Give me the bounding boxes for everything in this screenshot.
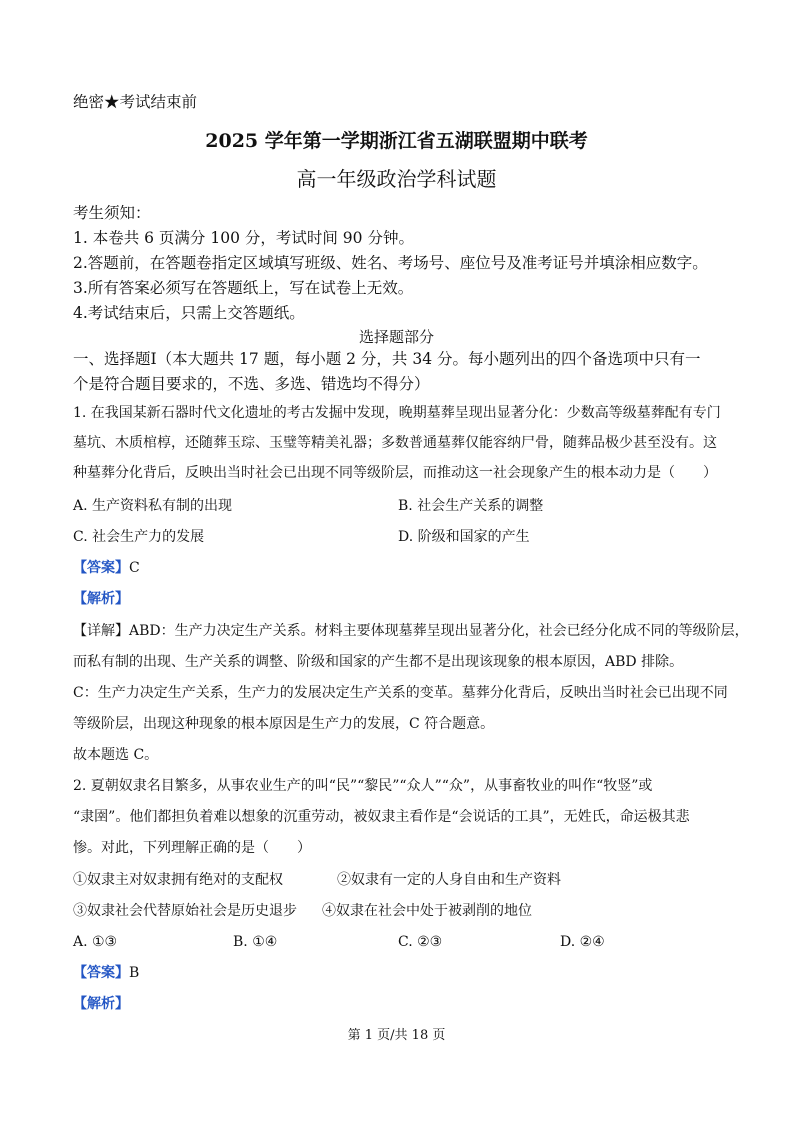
q1-detail-1: [73, 621, 749, 641]
secret-label: 绝密★考试结束前: [73, 93, 198, 111]
section-instruction-1: 一、选择题Ⅰ（本大题共 17 题，每小题 2 分，共 34 分。每小题列出的四个备选项中只有一: [73, 350, 701, 368]
detail-tag: 【详解】: [73, 623, 129, 639]
section-title: 选择题部分: [358, 328, 434, 346]
page-footer: 第 1 页/共 18 页: [347, 1028, 446, 1043]
q2-statement-3: ③奴隶社会代替原始社会是历史退步: [73, 903, 297, 919]
q2-option-a: A. ①③: [73, 934, 118, 950]
notice-item-4: 4.考试结束后，只需上交答题纸。: [73, 304, 305, 322]
section-instruction-2: 个是符合题目要求的，不选、多选、错选均不得分）: [73, 375, 430, 393]
exam-title: 2025 学年第一学期浙江省五湖联盟期中联考: [205, 130, 588, 152]
notice-item-3: 3.所有答案必须写在答题纸上，写在试卷上无效。: [73, 279, 414, 297]
q2-option-c: C. ②③: [398, 934, 443, 950]
q2-statement-4: ④奴隶在社会中处于被剥削的地位: [322, 903, 532, 919]
q1-stem-1: 1. 在我国某新石器时代文化遗址的考古发掘中发现，晚期墓葬呈现出显著分化：少数高等级墓葬配有专门: [73, 405, 721, 421]
q2-answer: [73, 963, 139, 983]
q2-statement-1: ①奴隶主对奴隶拥有绝对的支配权: [73, 872, 283, 888]
q1-detail-2: 而私有制的出现、生产关系的调整、阶级和国家的产生都不是出现该现象的根本原因，ABD 排除。: [73, 654, 684, 670]
answer-tag: 【答案】: [73, 965, 129, 981]
q1-option-d: D. 阶级和国家的产生: [398, 529, 530, 545]
q1-detail-3: C：生产力决定生产关系，生产力的发展决定生产关系的变革。墓葬分化背后，反映出当时社会已出现不同: [73, 685, 728, 701]
q1-detail-4: 等级阶层，出现这种现象的根本原因是生产力的发展，C 符合题意。: [73, 716, 495, 732]
exam-subtitle: 高一年级政治学科试题: [296, 167, 497, 191]
q2-answer-value: B: [129, 965, 140, 981]
q1-answer: [73, 558, 140, 578]
notice-item-2: 2.答题前，在答题卷指定区域填写班级、姓名、考场号、座位号及准考证号并填涂相应数字。: [73, 254, 708, 272]
q1-stem-3: 种墓葬分化背后，反映出当时社会已出现不同等级阶层，而推动这一社会现象产生的根本动力是（ ）: [73, 465, 717, 481]
q2-statement-2: ②奴隶有一定的人身自由和生产资料: [337, 872, 561, 888]
notice-heading: 考生须知：: [73, 204, 151, 222]
q1-option-a: A. 生产资料私有制的出现: [73, 498, 233, 514]
answer-tag: 【答案】: [73, 560, 129, 576]
q2-option-b: B. ①④: [233, 934, 278, 950]
analysis-tag: 【解析】: [73, 996, 129, 1012]
q2-stem-3: 惨。对此，下列理解正确的是（ ）: [73, 840, 311, 856]
q1-option-c: C. 社会生产力的发展: [73, 529, 205, 545]
q2-stem-2: “隶圉”。他们都担负着难以想象的沉重劳动，被奴隶主看作是“会说话的工具”，无姓氏，命运极其悲: [73, 809, 690, 825]
q2-analysis: [73, 994, 129, 1014]
q1-answer-value: C: [129, 560, 140, 576]
q2-option-d: D. ②④: [560, 934, 605, 950]
q1-detail-text: ABD：生产力决定生产关系。材料主要体现墓葬呈现出显著分化，社会已经分化成不同的等级阶层，: [129, 623, 749, 639]
q2-stem-1: 2. 夏朝奴隶名目繁多，从事农业生产的叫“民”“黎民”“众人”“众”，从事畜牧业的叫作“牧竖”或: [73, 778, 653, 794]
q1-detail-5: 故本题选 C。: [73, 747, 159, 763]
analysis-tag: 【解析】: [73, 591, 129, 607]
notice-item-1: 1. 本卷共 6 页满分 100 分，考试时间 90 分钟。: [73, 229, 414, 247]
q1-analysis: [73, 589, 129, 609]
q1-option-b: B. 社会生产关系的调整: [398, 498, 544, 514]
q1-stem-2: 墓坑、木质棺椁，还随葬玉琮、玉璧等精美礼器；多数普通墓葬仅能容纳尸骨，随葬品极少甚至没有。这: [73, 435, 717, 451]
